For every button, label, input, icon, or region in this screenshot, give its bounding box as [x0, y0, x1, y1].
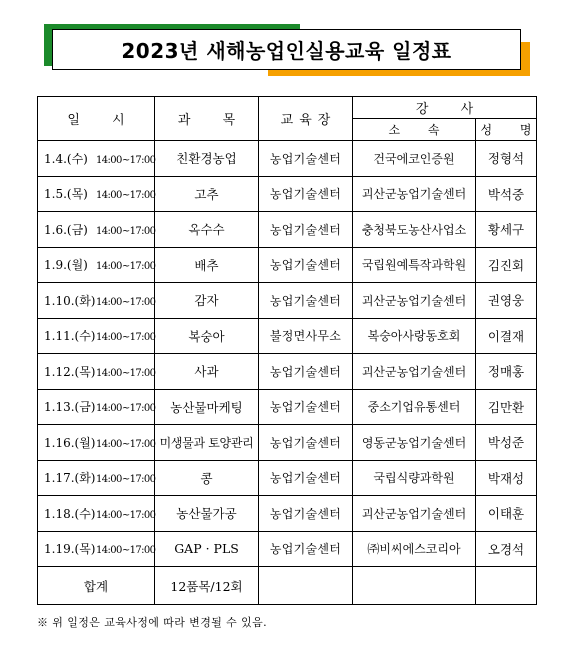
date: 1.18.(수): [44, 506, 96, 521]
org-cell: ㈜비씨에스코리아: [353, 531, 476, 567]
place-cell: 농업기술센터: [259, 283, 353, 319]
name-cell: 권영웅: [476, 283, 537, 319]
date: 1.17.(화): [44, 471, 96, 486]
date: 1.10.(화): [44, 293, 96, 308]
course-cell: 친환경농업: [155, 141, 259, 177]
date-time-cell: [38, 283, 155, 319]
course-cell: 복숭아: [155, 318, 259, 354]
date: 1.6.(금): [44, 222, 88, 237]
table-row: [38, 354, 537, 390]
date: 1.19.(목): [44, 542, 96, 557]
table-row: [38, 389, 537, 425]
footnote: ※ 위 일정은 교육사정에 따라 변경될 수 있음.: [37, 616, 268, 629]
org-cell: 충청북도농산사업소: [353, 212, 476, 248]
name-cell: 이태훈: [476, 496, 537, 532]
place-cell: 농업기술센터: [259, 460, 353, 496]
course-cell: 옥수수: [155, 212, 259, 248]
date-time-cell: [38, 531, 155, 567]
org-cell: 괴산군농업기술센터: [353, 496, 476, 532]
org-cell: 괴산군농업기술센터: [353, 283, 476, 319]
date: 1.5.(목): [44, 187, 88, 202]
name-cell: 박석중: [476, 176, 537, 212]
date-time-cell: [38, 176, 155, 212]
page-title: 2023년 새해농업인실용교육 일정표: [121, 39, 452, 63]
date: 1.11.(수): [44, 329, 96, 344]
empty-cell: [259, 567, 353, 605]
place-cell: 농업기술센터: [259, 531, 353, 567]
table-row: [38, 141, 537, 177]
table-row: [38, 460, 537, 496]
date-time-cell: [38, 460, 155, 496]
place-cell: 농업기술센터: [259, 247, 353, 283]
date: 1.13.(금): [44, 400, 96, 415]
name-cell: 박재성: [476, 460, 537, 496]
date-time-cell: [38, 425, 155, 461]
course-cell: 배추: [155, 247, 259, 283]
course-cell: 사과: [155, 354, 259, 390]
name-cell: 오경석: [476, 531, 537, 567]
place-cell: 농업기술센터: [259, 354, 353, 390]
time: 14:00~17:00: [96, 474, 156, 486]
date-time-cell: [38, 496, 155, 532]
empty-cell: [353, 567, 476, 605]
course-cell: 농산물마케팅: [155, 389, 259, 425]
name-cell: 이결재: [476, 318, 537, 354]
table-row: [38, 283, 537, 319]
course-cell: 콩: [155, 460, 259, 496]
time: 14:00~17:00: [96, 545, 156, 557]
date: 1.12.(목): [44, 364, 96, 379]
title-box: [52, 29, 521, 70]
org-cell: 건국에코인증원: [353, 141, 476, 177]
header-course: 과 목: [155, 97, 259, 141]
course-cell: 감자: [155, 283, 259, 319]
org-cell: 복숭아사랑동호회: [353, 318, 476, 354]
total-row: [38, 567, 537, 605]
table-row: [38, 531, 537, 567]
time: 14:00~17:00: [96, 438, 156, 450]
time: 14:00~17:00: [96, 154, 156, 166]
time: 14:00~17:00: [96, 509, 156, 521]
time: 14:00~17:00: [96, 367, 156, 379]
date-time-cell: [38, 247, 155, 283]
time: 14:00~17:00: [96, 403, 156, 415]
date: 1.4.(수): [44, 151, 88, 166]
org-cell: 영동군농업기술센터: [353, 425, 476, 461]
place-cell: 농업기술센터: [259, 425, 353, 461]
date: 1.9.(월): [44, 258, 88, 273]
date-time-cell: [38, 354, 155, 390]
name-cell: 황세구: [476, 212, 537, 248]
name-cell: 김만환: [476, 389, 537, 425]
empty-cell: [476, 567, 537, 605]
header-instructor: 강 사: [353, 97, 537, 119]
date-time-cell: [38, 389, 155, 425]
place-cell: 농업기술센터: [259, 496, 353, 532]
name-cell: 정매홍: [476, 354, 537, 390]
total-value: 12품목/12회: [155, 567, 259, 605]
header-org: 소 속: [353, 119, 476, 141]
table-row: [38, 212, 537, 248]
place-cell: 농업기술센터: [259, 389, 353, 425]
course-cell: 농산물가공: [155, 496, 259, 532]
place-cell: 농업기술센터: [259, 176, 353, 212]
date-time-cell: [38, 212, 155, 248]
course-cell: GAP · PLS: [155, 531, 259, 567]
org-cell: 괴산군농업기술센터: [353, 354, 476, 390]
name-cell: 박성준: [476, 425, 537, 461]
header-name: 성 명: [476, 119, 537, 141]
table-row: [38, 176, 537, 212]
table-row: [38, 318, 537, 354]
total-label: 합계: [38, 567, 155, 605]
org-cell: 국립식량과학원: [353, 460, 476, 496]
table-row: [38, 247, 537, 283]
header-place: 교육장: [259, 97, 353, 141]
time: 14:00~17:00: [96, 261, 156, 273]
date-time-cell: [38, 318, 155, 354]
name-cell: 김진회: [476, 247, 537, 283]
org-cell: 국립원예특작과학원: [353, 247, 476, 283]
place-cell: 농업기술센터: [259, 141, 353, 177]
org-cell: 괴산군농업기술센터: [353, 176, 476, 212]
course-cell: 고추: [155, 176, 259, 212]
date: 1.16.(월): [44, 435, 96, 450]
course-cell: 미생물과 토양관리: [155, 425, 259, 461]
place-cell: 농업기술센터: [259, 212, 353, 248]
org-cell: 중소기업유통센터: [353, 389, 476, 425]
table-row: [38, 496, 537, 532]
table-row: [38, 425, 537, 461]
time: 14:00~17:00: [96, 296, 156, 308]
date-time-cell: [38, 141, 155, 177]
header-datetime: 일 시: [38, 97, 155, 141]
time: 14:00~17:00: [96, 190, 156, 202]
time: 14:00~17:00: [96, 332, 156, 344]
schedule-table: [37, 96, 544, 605]
place-cell: 불정면사무소: [259, 318, 353, 354]
time: 14:00~17:00: [96, 225, 156, 237]
name-cell: 정형석: [476, 141, 537, 177]
